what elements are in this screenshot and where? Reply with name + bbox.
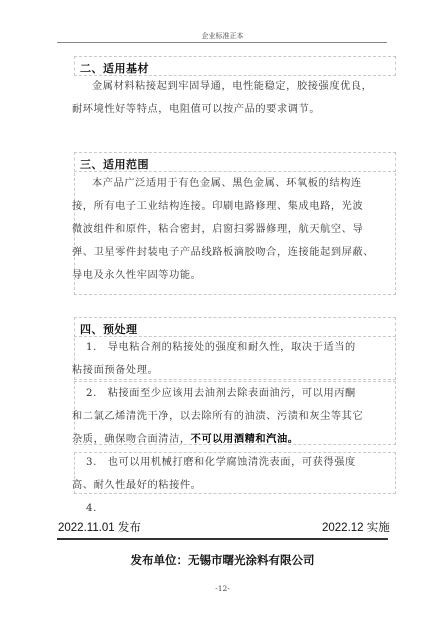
body-line: 和二氯乙烯清洗干净，以去除所有的油渍、污渍和灰尘等其它 (72, 411, 364, 422)
pretreatment-item-1 (72, 336, 400, 382)
section-body-substrate (72, 75, 400, 121)
body-line: 高、耐久性最好的粘接件。 (72, 480, 202, 491)
issue-date: 2022.11.01 发布 (58, 522, 141, 534)
footer-rule (57, 538, 388, 540)
section-body-scope (72, 172, 400, 287)
body-text: 杂质，确保吻合面清洁， (72, 434, 191, 445)
body-line: 弹、卫星零件封装电子产品线路板滴胶吻合，连接能起到屏蔽、 (72, 247, 375, 258)
body-line: 2. 粘接面至少应该用去油剂去除表面油污，可以用丙酮 (86, 388, 356, 399)
body-line: 导电及永久性牢固等功能。 (72, 270, 202, 281)
section-heading-substrate: 二、适用基材 (80, 62, 149, 75)
body-line: 粘接面预备处理。 (72, 365, 159, 376)
pretreatment-item-4: 4. (86, 503, 97, 514)
body-line-with-warning (72, 428, 400, 451)
pretreatment-item-2 (72, 382, 400, 451)
page-header-title: 企业标准正本 (201, 32, 244, 40)
body-line: 微波组件和原件，粘合密封，启窗扫雾器修理，航天航空、导 (72, 224, 364, 235)
body-line: 1. 导电粘合剂的粘接处的强度和耐久性，取决于适当的 (86, 342, 356, 353)
body-line: 本产品广泛适用于有色金属、黑色金属、环氧板的结构连 (92, 178, 362, 189)
publisher: 发布单位：无锡市曙光涂料有限公司 (130, 553, 315, 567)
warning-text: 不可以用酒精和汽油。 (190, 434, 299, 445)
body-line: 金属材料粘接起到牢固导通，电性能稳定，胶接强度优良， (92, 81, 373, 92)
header-rule (57, 42, 387, 43)
effective-date: 2022.12 实施 (322, 522, 390, 534)
pretreatment-item-3 (72, 451, 400, 497)
body-line: 3. 也可以用机械打磨和化学腐蚀清洗表面，可获得强度 (86, 457, 356, 468)
section-heading-scope: 三、适用范围 (80, 158, 149, 171)
body-line: 耐环境性好等特点，电阻值可以按产品的要求调节。 (72, 104, 321, 115)
section-heading-pretreatment: 四、预处理 (80, 323, 138, 336)
page-number: -12- (215, 584, 230, 593)
body-line: 接，所有电子工业结构连接。印刷电路修理、集成电路，光波 (72, 201, 364, 212)
